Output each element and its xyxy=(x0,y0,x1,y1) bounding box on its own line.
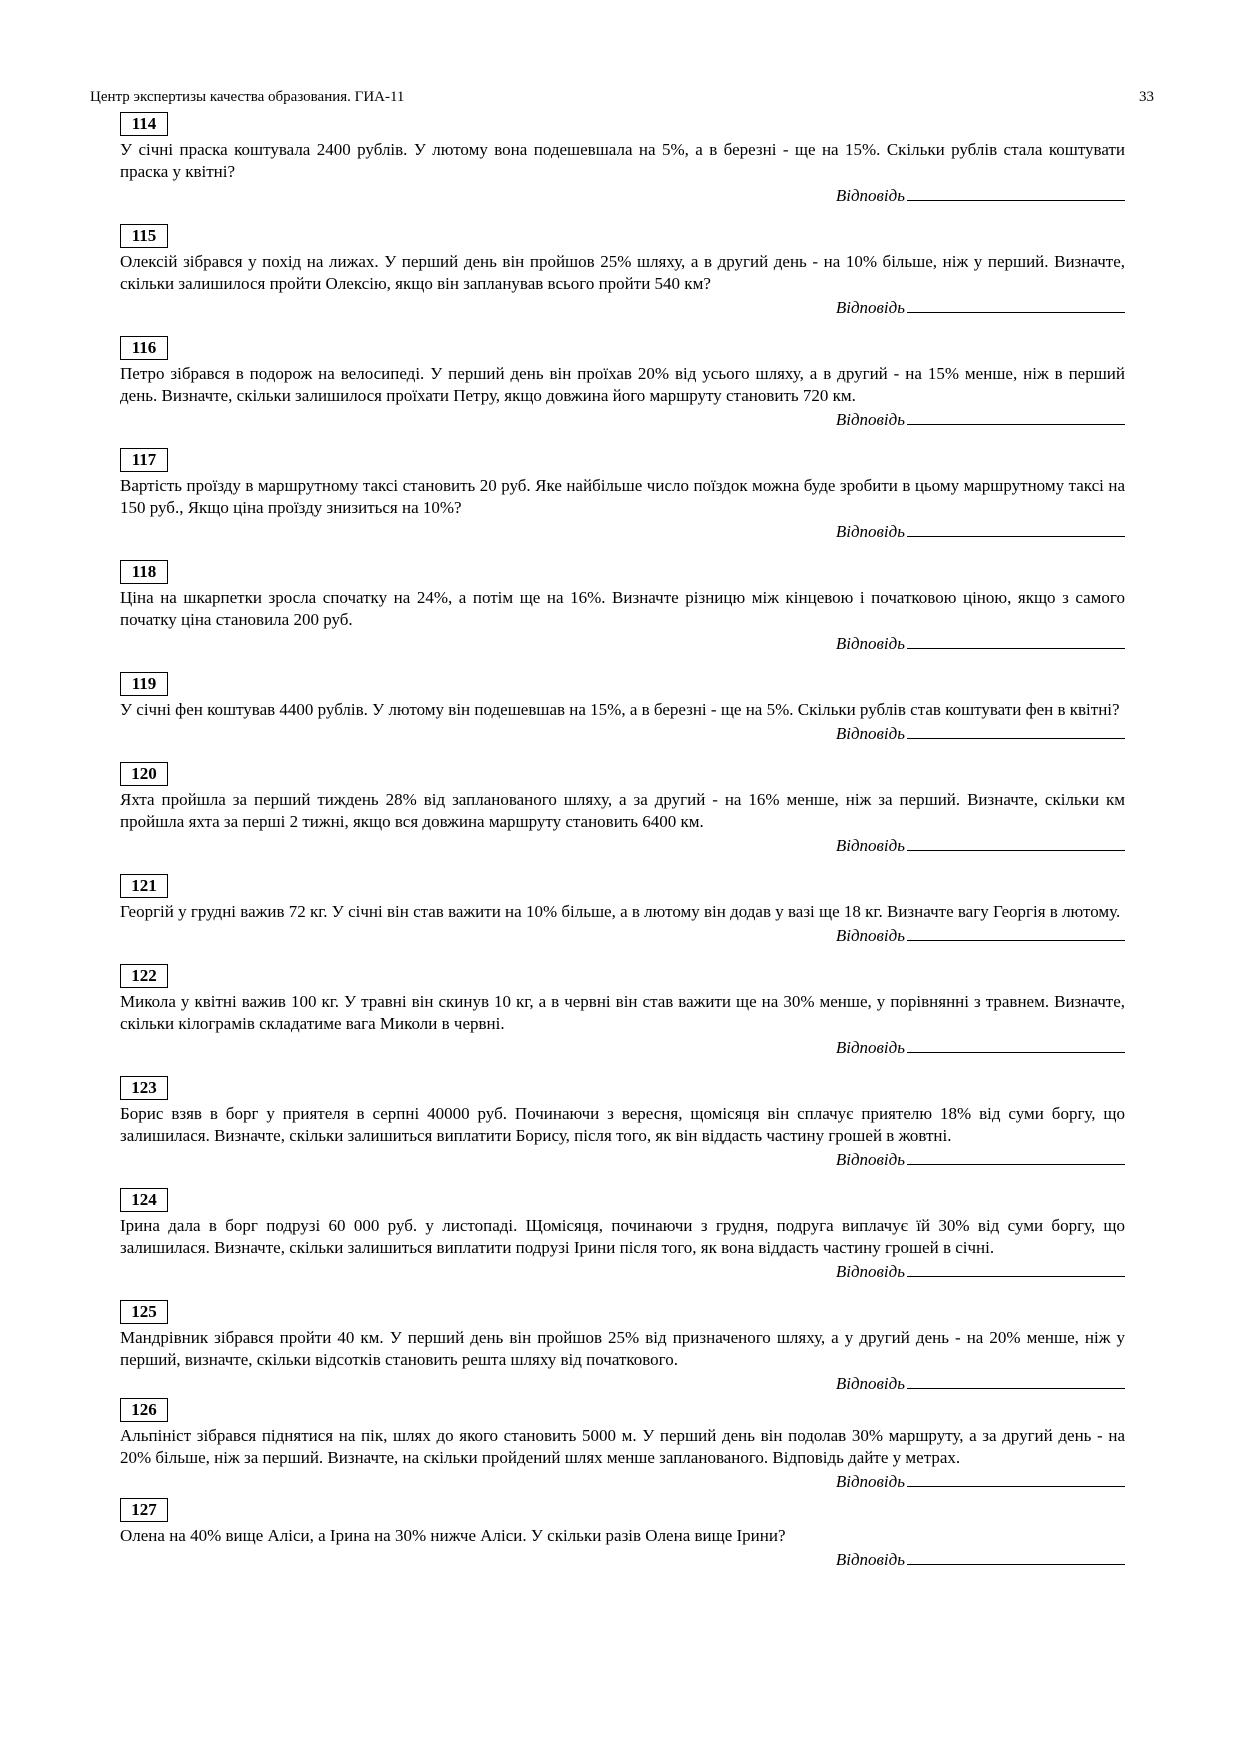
answer-blank[interactable] xyxy=(907,519,1125,537)
problem-text: Мандрівник зібрався пройти 40 км. У перший день він пройшов 25% від призначеного шляху, а у другий день - на 20% менше, ніж у перший, визначте, скільки відсотків становить решта шляху від початкового. xyxy=(120,1328,1125,1369)
answer-blank[interactable] xyxy=(907,923,1125,941)
answer-row xyxy=(120,1469,1125,1492)
problem-number: 114 xyxy=(120,112,168,136)
problem-text: Петро зібрався в подорож на велосипеді. У перший день він проїхав 20% від усього шляху, а в другий - на 15% менше, ніж в перший день. Визначте, скільки залишилося проїхати Петру, якщо довжина його маршруту становить 720 км. xyxy=(120,364,1125,405)
answer-row xyxy=(120,923,1125,946)
answer-row xyxy=(120,631,1125,654)
answer-blank[interactable] xyxy=(907,1469,1125,1487)
problem-3 xyxy=(120,448,1125,542)
problem-number: 118 xyxy=(120,560,168,584)
answer-label: Відповідь xyxy=(835,724,905,743)
problem-8 xyxy=(120,964,1125,1058)
problem-4 xyxy=(120,560,1125,654)
answer-blank[interactable] xyxy=(907,1147,1125,1165)
problem-10 xyxy=(120,1188,1125,1282)
answer-row xyxy=(120,1035,1125,1058)
answer-row xyxy=(120,183,1125,206)
answer-label: Відповідь xyxy=(835,1374,905,1393)
problem-number: 116 xyxy=(120,336,168,360)
problem-number: 121 xyxy=(120,874,168,898)
problem-text: Олексій зібрався у похід на лижах. У перший день він пройшов 25% шляху, а в другий день - на 10% більше, ніж у перший. Визначте, скільки залишилося пройти Олексію, якщо він запланував всього пройти 540 км? xyxy=(120,252,1125,293)
problem-1 xyxy=(120,224,1125,318)
answer-row xyxy=(120,1547,1125,1570)
answer-row xyxy=(120,721,1125,744)
problem-number: 117 xyxy=(120,448,168,472)
problem-number: 124 xyxy=(120,1188,168,1212)
answer-label: Відповідь xyxy=(835,522,905,541)
answer-label: Відповідь xyxy=(835,926,905,945)
problem-text: У січні фен коштував 4400 рублів. У лютому він подешевшав на 15%, а в березні - ще на 5%. Скільки рублів став коштувати фен в квітні? xyxy=(120,700,1120,719)
problem-text: У січні праска коштувала 2400 рублів. У лютому вона подешевшала на 5%, а в березні - ще на 15%. Скільки рублів стала коштувати праска у квітні? xyxy=(120,140,1125,181)
problem-6 xyxy=(120,762,1125,856)
answer-blank[interactable] xyxy=(907,295,1125,313)
problem-11 xyxy=(120,1300,1125,1394)
problem-list xyxy=(120,112,1125,1576)
problem-2 xyxy=(120,336,1125,430)
answer-blank[interactable] xyxy=(907,1547,1125,1565)
problem-number: 125 xyxy=(120,1300,168,1324)
answer-row xyxy=(120,295,1125,318)
answer-label: Відповідь xyxy=(835,836,905,855)
header-source: Центр экспертизы качества образования. ГИА-11 xyxy=(90,89,405,105)
problem-text: Ціна на шкарпетки зросла спочатку на 24%, а потім ще на 16%. Визначте різницю між кінцевою і початковою ціною, якщо з самого початку ціна становила 200 руб. xyxy=(120,588,1125,629)
answer-row xyxy=(120,519,1125,542)
answer-label: Відповідь xyxy=(835,1150,905,1169)
answer-blank[interactable] xyxy=(907,1371,1125,1389)
answer-blank[interactable] xyxy=(907,1259,1125,1277)
problem-number: 122 xyxy=(120,964,168,988)
answer-blank[interactable] xyxy=(907,631,1125,649)
answer-blank[interactable] xyxy=(907,1035,1125,1053)
problem-text: Яхта пройшла за перший тиждень 28% від запланованого шляху, а за другий - на 16% менше, ніж за перший. Визначте, скільки км пройшла яхта за перші 2 тижні, якщо вся довжина маршруту становить 6400 км. xyxy=(120,790,1125,831)
answer-label: Відповідь xyxy=(835,186,905,205)
problem-text: Георгій у грудні важив 72 кг. У січні він став важити на 10% більше, а в лютому він додав у вазі ще 18 кг. Визначте вагу Георгія в лютому. xyxy=(120,902,1121,921)
problem-number: 120 xyxy=(120,762,168,786)
problem-text: Альпініст зібрався піднятися на пік, шлях до якого становить 5000 м. У перший день він подолав 30% маршруту, а за другий день - на 20% більше, ніж за перший. Визначте, на скільки пройдений шлях менше запланованого. Відповідь дайте у метрах. xyxy=(120,1426,1125,1467)
problem-text: Борис взяв в борг у приятеля в серпні 40000 руб. Починаючи з вересня, щомісяця він сплачує приятелю 18% від суми боргу, що залишилася. Визначте, скільки залишиться виплатити Борису, після того, як він віддасть частину грошей в жовтні. xyxy=(120,1104,1125,1145)
answer-blank[interactable] xyxy=(907,183,1125,201)
answer-row xyxy=(120,1371,1125,1394)
answer-label: Відповідь xyxy=(835,1472,905,1491)
answer-label: Відповідь xyxy=(835,410,905,429)
problem-9 xyxy=(120,1076,1125,1170)
answer-label: Відповідь xyxy=(835,1262,905,1281)
problem-number: 115 xyxy=(120,224,168,248)
answer-blank[interactable] xyxy=(907,407,1125,425)
problem-0 xyxy=(120,112,1125,206)
answer-row xyxy=(120,833,1125,856)
problem-7 xyxy=(120,874,1125,946)
answer-row xyxy=(120,1259,1125,1282)
problem-13 xyxy=(120,1498,1125,1570)
problem-text: Вартість проїзду в маршрутному таксі становить 20 руб. Яке найбільше число поїздок можна буде зробити в цьому маршрутному таксі на 150 руб., Якщо ціна проїзду знизиться на 10%? xyxy=(120,476,1125,517)
problem-number: 119 xyxy=(120,672,168,696)
answer-row xyxy=(120,407,1125,430)
problem-text: Ірина дала в борг подрузі 60 000 руб. у листопаді. Щомісяця, починаючи з грудня, подруга виплачує їй 30% від суми боргу, що залишилася. Визначте, скільки залишиться виплатити подрузі Ірини після того, як вона віддасть частину грошей в січні. xyxy=(120,1216,1125,1257)
problem-text: Олена на 40% вище Аліси, а Ірина на 30% нижче Аліси. У скільки разів Олена вище Ірини? xyxy=(120,1526,786,1545)
page-number: 33 xyxy=(1139,89,1154,105)
problem-number: 127 xyxy=(120,1498,168,1522)
answer-label: Відповідь xyxy=(835,1038,905,1057)
answer-label: Відповідь xyxy=(835,1550,905,1569)
problem-number: 123 xyxy=(120,1076,168,1100)
problem-12 xyxy=(120,1398,1125,1492)
problem-number: 126 xyxy=(120,1398,168,1422)
answer-row xyxy=(120,1147,1125,1170)
page-header xyxy=(90,89,1154,109)
answer-label: Відповідь xyxy=(835,634,905,653)
answer-label: Відповідь xyxy=(835,298,905,317)
problem-text: Микола у квітні важив 100 кг. У травні він скинув 10 кг, а в червні він став важити ще на 30% менше, у порівнянні з травнем. Визначте, скільки кілограмів складатиме вага Миколи в червні. xyxy=(120,992,1125,1033)
answer-blank[interactable] xyxy=(907,721,1125,739)
problem-5 xyxy=(120,672,1125,744)
answer-blank[interactable] xyxy=(907,833,1125,851)
